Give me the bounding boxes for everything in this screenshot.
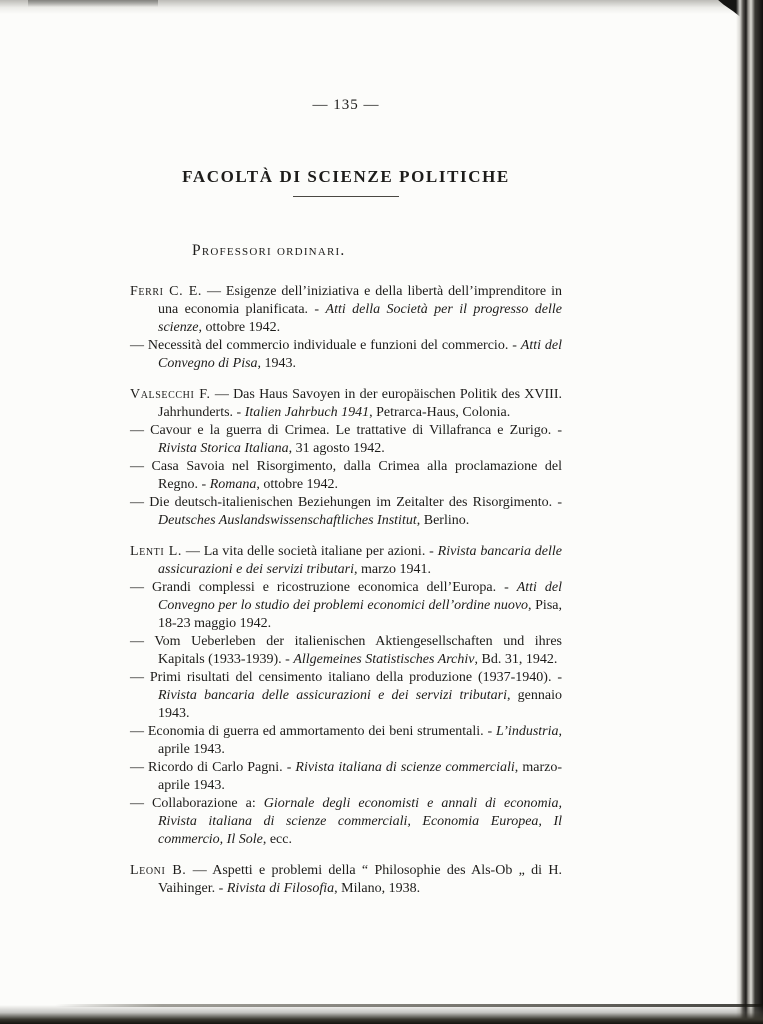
bibliography-entry xyxy=(130,723,562,759)
bibliography-entry xyxy=(130,283,562,337)
bibliography-entry xyxy=(130,543,562,579)
entry-text: , ottobre 1942. xyxy=(198,320,281,335)
publication-title: Rivista bancaria delle assicurazioni e dei servizi tributari xyxy=(158,688,507,703)
scan-artifact-bottom-edge xyxy=(0,1005,763,1024)
publication-title: Allgemeines Statistisches Archiv xyxy=(293,652,475,667)
scan-artifact-binding-edge xyxy=(736,0,763,1024)
entry-text: — Vom Ueberleben der italienischen Aktiengesellschaften und ihres Kapitals (1933-1939). - xyxy=(130,634,562,667)
entry-text: , 31 agosto 1942. xyxy=(288,441,385,456)
entry-group xyxy=(130,862,562,898)
entry-text: , 1943. xyxy=(257,356,297,371)
bibliography-entry xyxy=(130,494,562,530)
bibliography-entry xyxy=(130,862,562,898)
publication-title: Rivista italiana di scienze commerciali xyxy=(295,760,515,775)
entry-text: , ottobre 1942. xyxy=(256,477,339,492)
entry-text: , Petrarca-Haus, Colonia. xyxy=(369,405,511,420)
entry-text: — Collaborazione a: xyxy=(130,796,264,811)
author-name: Leoni B. xyxy=(130,863,187,878)
bibliography-entry xyxy=(130,669,562,723)
entry-text: — Cavour e la guerra di Crimea. Le trattative di Villafranca e Zurigo. - xyxy=(130,423,562,438)
author-name: Lenti L. xyxy=(130,544,183,559)
publication-title: Rivista di Filosofia xyxy=(226,881,335,896)
page-number: — 135 — xyxy=(312,97,380,113)
entry-text: , Milano, 1938. xyxy=(334,881,421,896)
entry-text: — Casa Savoia nel Risorgimento, dalla Crimea alla proclamazione del Regno. - xyxy=(130,459,562,492)
author-name: Ferri C. E. xyxy=(130,284,202,299)
bibliography-entry xyxy=(130,759,562,795)
entry-text: , gennaio 1943. xyxy=(158,688,562,721)
section-heading: Professori ordinari. xyxy=(192,242,346,259)
entry-text: , marzo 1941. xyxy=(354,562,431,577)
publication-title: L’industria xyxy=(496,724,559,739)
bibliography-entry xyxy=(130,422,562,458)
bibliography-entry xyxy=(130,579,562,633)
text-column xyxy=(130,0,562,898)
entry-text: , Bd. 31, 1942. xyxy=(474,652,558,667)
publication-title: Deutsches Auslandswissenschaftliches Institut xyxy=(158,513,417,528)
author-name: Valsecchi F. xyxy=(130,387,211,402)
publication-title: Italien Jahrbuch 1941 xyxy=(244,405,370,420)
entry-text: — Necessità del commercio individuale e funzioni del commercio. - xyxy=(130,338,521,353)
entry-text: , ecc. xyxy=(262,832,292,847)
bibliography-entry xyxy=(130,386,562,422)
entry-text: — Ricordo di Carlo Pagni. - xyxy=(130,760,296,775)
bibliography-entry xyxy=(130,337,562,373)
publication-title: Rivista bancaria delle assicurazioni e dei servizi tributari xyxy=(158,544,562,577)
publication-title: Giornale degli economisti e annali di economia, Rivista italiana di scienze commerciali, Economia Europea, Il commercio, Il Sole xyxy=(158,796,562,847)
entry-text: — Die deutsch-italienischen Beziehungen im Zeitalter des Risorgimento. - xyxy=(130,495,562,510)
page-title: FACOLTÀ DI SCIENZE POLITICHE xyxy=(182,167,510,186)
publication-title: Atti del Convegno di Pisa xyxy=(158,338,563,371)
entry-group xyxy=(130,283,562,373)
entry-text: — Economia di guerra ed ammortamento dei beni strumentali. - xyxy=(130,724,496,739)
entry-group xyxy=(130,543,562,849)
bibliography xyxy=(130,283,562,898)
publication-title: Atti del Convegno per lo studio dei problemi economici dell’ordine nuovo xyxy=(158,580,563,613)
publication-title: Rivista Storica Italiana xyxy=(158,441,289,456)
entry-text: , Berlino. xyxy=(416,513,470,528)
entry-text: , Pisa, 18-23 maggio 1942. xyxy=(158,598,562,631)
entry-text: — Aspetti e problemi della “ Philosophie des Als-Ob „ di H. Vaihinger. - xyxy=(158,863,562,896)
publication-title: Atti della Società per il progresso delle scienze xyxy=(158,302,562,335)
entry-text: , aprile 1943. xyxy=(158,724,562,757)
bibliography-entry xyxy=(130,633,562,669)
entry-text: — Das Haus Savoyen in der europäischen Politik des XVIII. Jahrhunderts. - xyxy=(158,387,563,420)
scan-artifact-top-left-mark xyxy=(28,0,158,7)
entry-text: , marzo-aprile 1943. xyxy=(158,760,562,793)
bibliography-entry xyxy=(130,458,562,494)
title-underline-rule xyxy=(293,196,399,197)
bibliography-entry xyxy=(130,795,562,849)
entry-text: — Primi risultati del censimento italiano della produzione (1937-1940). - xyxy=(130,670,562,685)
entry-text: — Grandi complessi e ricostruzione economica dell’Europa. - xyxy=(130,580,517,595)
publication-title: Romana xyxy=(209,477,257,492)
entry-text: — Esigenze dell’iniziativa e della libertà dell’imprenditore in una economia planificata. - xyxy=(158,284,562,317)
entry-group xyxy=(130,386,562,530)
entry-text: — La vita delle società italiane per azioni. - xyxy=(182,544,438,559)
